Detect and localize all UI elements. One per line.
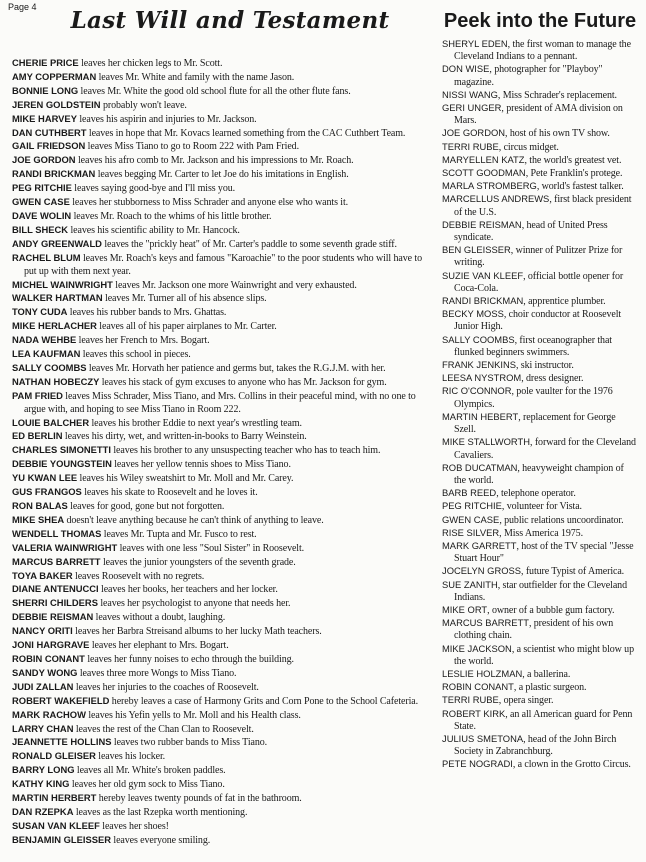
entry-text: hereby leaves twenty pounds of fat in the bathroom. [96,793,302,805]
will-entry [12,99,428,113]
will-entry [12,764,428,778]
will-entry [12,417,428,431]
entry-text: , Pete Franklin's protege. [525,168,623,180]
prediction-entry [442,295,638,308]
entry-name: RISE SILVER [442,526,500,538]
entry-text: leaves begging Mr. Carter to let Joe do his imitations in English. [95,169,349,181]
entry-name: MARLA STROMBERG [442,180,537,192]
entry-name: MARCUS BARRETT [12,555,101,567]
will-entry [12,736,428,750]
entry-name: BONNIE LONG [12,84,79,96]
entry-text: leaves three more Wongs to Miss Tiano. [77,667,237,679]
entry-text: leaves Miss Tiano to go to Room 222 with Pam Fried. [85,141,299,153]
entry-text: , president of AMA division on Mars. [454,103,623,127]
entry-text: leaves his Wiley sweatshirt to Mr. Moll and Mr. Carey. [77,473,294,485]
entry-text: , the first woman to manage the Cleveland Indians to a pennant. [454,39,631,63]
will-entry [12,85,428,99]
prediction-entry [442,462,638,487]
prediction-entry [442,579,638,604]
entry-name: MARCUS BARRETT [442,617,529,629]
entry-name: MIKE STALLWORTH [442,436,531,448]
entry-name: MARK GARRETT [442,539,517,551]
will-entry [12,820,428,834]
peek-future-title: Peek into the Future [443,10,637,32]
will-entry [12,806,428,820]
entry-name: BEN GLEISSER [442,244,511,256]
entry-text: leaves the junior youngsters of the seventh grade. [100,556,296,568]
will-entry [12,154,428,168]
entry-name: RACHEL BLUM [12,251,81,263]
entry-text: leaves her injuries to the coaches of Roosevelt. [73,681,259,693]
entry-text: , public relations uncoordinator. [499,514,624,526]
entry-name: SCOTT GOODMAN [442,167,526,179]
entry-text: , president of his own clothing chain. [454,618,614,642]
entry-name: BARB REED [442,487,497,499]
entry-name: CHARLES SIMONETTI [12,444,111,456]
peek-future-column [442,6,638,772]
entry-text: leaves his afro comb to Mr. Jackson and his impressions to Mr. Roach. [75,155,354,167]
will-entry [12,390,428,417]
entry-text: leaves his rubber bands to Mrs. Ghattas. [67,307,227,319]
entry-text: leaves Mr. Roach's keys and famous "Karoachie" to the poor students who will have to put up with them next year. [24,252,422,277]
entry-name: LOUIE BALCHER [12,416,90,428]
will-entry [12,362,428,376]
entry-text: , pole vaulter for the 1976 Olympics. [454,386,613,410]
entry-name: SHERYL EDEN [442,38,508,49]
entry-text: leaves Mr. Horvath her patience and germs but, takes the R.G.J.M. with her. [86,362,386,374]
entry-text: , a scientist who might blow up the world. [454,643,634,667]
entry-name: KATHY KING [12,778,70,790]
entry-text: , first oceanographer that flunked beginners swimmers. [454,334,612,358]
prediction-entry [442,359,638,372]
entry-text: leaves Mr. Turner all of his absence slips. [102,293,267,305]
entry-text: hereby leaves a case of Harmony Grits and Corn Pone to the School Cafeteria. [109,695,418,707]
entry-text: , head of the John Birch Society in Zabranchburg. [454,733,617,758]
prediction-entry [442,180,638,193]
prediction-entry [442,193,638,218]
entry-text: leaves her shoes! [99,820,169,832]
will-entry [12,528,428,542]
entry-name: SALLY COOMBS [12,361,87,373]
will-entry [12,834,428,848]
entry-text: , heavyweight champion of the world. [454,462,624,486]
entry-text: leaves her French to Mrs. Bogart. [76,335,210,347]
entry-text: , a clown in the Grotto Circus. [512,759,631,771]
prediction-entry [442,527,638,540]
entry-name: MIKE HERLACHER [12,320,97,332]
will-entry [12,750,428,764]
prediction-entry [442,102,638,127]
entry-name: ROBERT WAKEFIELD [12,694,110,706]
will-entry [12,348,428,362]
entry-name: BARRY LONG [12,764,75,776]
entry-name: ROB DUCATMAN [442,461,518,473]
entry-text: , circus midget. [498,141,559,153]
entry-name: JULIUS SMETONA [442,732,524,744]
entry-text: , apprentice plumber. [523,296,606,308]
prediction-entry [442,604,638,617]
prediction-entry [442,334,638,359]
entry-text: leaves the "prickly heat" of Mr. Carter's paddle to some seventh grade stiff. [101,238,397,250]
entry-name: DEBBIE REISMAN [12,611,94,623]
entry-name: NISSI WANG [442,88,498,100]
entry-name: DIANE ANTENUCCI [12,583,99,595]
entry-text: leaves her books, her teachers and her locker. [98,584,278,596]
entry-text: leaves her psychologist to anyone that needs her. [97,598,291,610]
entry-name: TONY CUDA [12,306,68,318]
entry-name: JEANNETTE HOLLINS [12,736,112,748]
will-entry [12,71,428,85]
prediction-entry [442,89,638,102]
entry-text: leaves her stubborness to Miss Schrader and anyone else who wants it. [69,197,349,209]
entry-name: MIKE JACKSON [442,642,512,654]
entry-name: GERI UNGER [442,102,502,114]
entry-name: SALLY COOMBS [442,333,515,345]
entry-name: MARYELLEN KATZ [442,153,525,165]
will-entry [12,238,428,252]
will-entry [12,182,428,196]
entry-text: leaves his aspirin and injuries to Mr. Jackson. [76,113,257,125]
entry-name: SHERRI CHILDERS [12,597,98,609]
entry-text: leaves her chicken legs to Mr. Scott. [78,58,223,69]
entry-text: leaves this school in pieces. [80,349,191,361]
entry-text: leaves his locker. [95,751,166,763]
entry-name: BILL SHECK [12,223,69,235]
will-entry [12,334,428,348]
entry-name: SUZIE VAN KLEEF [442,269,524,281]
entry-name: DON WISE [442,63,490,75]
entry-text: leaves without a doubt, laughing. [93,612,226,624]
will-entry [12,486,428,500]
will-entry [12,444,428,458]
entry-text: leaves Roosevelt with no regrets. [72,570,205,582]
will-entry [12,653,428,667]
entry-text: leaves Mr. Roach to the whims of his little brother. [71,210,272,222]
entry-text: , forward for the Cleveland Cavaliers. [454,437,636,461]
entry-name: MIKE HARVEY [12,112,77,124]
entry-name: NANCY ORITI [12,625,73,637]
entry-text: leaves Mr. Tupta and Mr. Fusco to rest. [101,528,257,540]
entry-name: PEG RITCHIE [12,182,72,194]
will-entry [12,792,428,806]
entry-name: MARTIN HERBERT [12,792,97,804]
entry-name: WENDELL THOMAS [12,527,102,539]
entry-text: , official bottle opener for Coca-Cola. [454,270,624,294]
will-entry [12,210,428,224]
entry-text: leaves his scientific ability to Mr. Hancock. [68,224,240,236]
prediction-entry [442,372,638,385]
entry-name: TERRI RUBE [442,694,499,706]
prediction-entry [442,565,638,578]
prediction-entry [442,514,638,527]
entry-text: , host of his own TV show. [505,128,610,140]
entry-name: GWEN CASE [12,196,70,208]
entry-text: leaves her old gym sock to Miss Tiano. [69,779,225,791]
will-entry [12,224,428,238]
entry-text: leaves in hope that Mr. Kovacs learned something from the CAC Cuthbert Team. [86,127,406,139]
will-entry [12,500,428,514]
entry-name: WALKER HARTMAN [12,292,103,304]
entry-text: , owner of a bubble gum factory. [487,604,615,616]
entry-text: leaves her funny noises to echo through the building. [84,653,294,665]
entry-text: , world's fastest talker. [536,181,624,193]
will-entry [12,542,428,556]
entry-name: VALERIA WAINWRIGHT [12,541,118,553]
entry-text: , host of the TV special "Jesse Stuart Hour" [454,540,634,565]
entry-text: , ski instructor. [515,360,574,372]
entry-text: , a ballerina. [522,668,571,680]
will-entry [12,514,428,528]
will-entry [12,583,428,597]
entry-name: MIKE ORT [442,603,488,615]
will-entry [12,306,428,320]
entry-text: , first black president of the U.S. [454,194,632,218]
entry-name: PAM FRIED [12,389,63,401]
entry-text: , an all American guard for Penn State. [454,708,633,732]
entry-text: leaves with one less "Soul Sister" in Roosevelt. [117,542,305,554]
entry-name: MIKE SHEA [12,513,65,525]
peek-future-list [442,38,638,772]
entry-name: GWEN CASE [442,513,500,525]
will-entry [12,723,428,737]
entry-text: , replacement for George Szell. [454,411,616,436]
prediction-entry [442,436,638,461]
will-entry [12,556,428,570]
will-entry [12,252,428,279]
prediction-entry [442,385,638,410]
entry-name: ROBIN CONANT [12,652,85,664]
entry-text: , dress designer. [521,373,584,385]
entry-name: DEBBIE REISMAN [442,218,522,230]
prediction-entry [442,487,638,500]
last-will-column [12,6,428,848]
entry-name: YU KWAN LEE [12,472,78,484]
entry-name: SUE ZANITH [442,578,498,590]
entry-name: MARK RACHOW [12,708,86,720]
entry-text: leaves Mr. Jackson one more Wainwright and very exhausted. [112,279,357,291]
will-entry [12,472,428,486]
entry-name: JOCELYN GROSS [442,565,522,577]
entry-name: JOE GORDON [442,127,506,139]
will-entry [12,292,428,306]
entry-text: leaves Miss Schrader, Miss Tiano, and Mrs. Collins in their peaceful mind, with no one to argue with, and hoping to see Miss Tiano in Room 222. [24,390,416,415]
will-entry [12,57,428,71]
entry-text: , the world's greatest vet. [524,154,622,166]
entry-name: SUSAN VAN KLEEF [12,819,100,831]
entry-name: DAN RZEPKA [12,805,74,817]
entry-text: leaves his brother Eddie to next year's wrestling team. [89,417,302,429]
prediction-entry [442,758,638,771]
entry-name: DAVE WOLIN [12,209,72,221]
prediction-entry [442,154,638,167]
will-entry [12,709,428,723]
will-entry [12,695,428,709]
entry-text: , winner of Pulitzer Prize for writing. [454,245,623,269]
prediction-entry [442,38,638,63]
entry-name: PETE NOGRADI [442,758,513,770]
entry-text: , head of United Press syndicate. [454,219,608,244]
prediction-entry [442,63,638,88]
entry-name: LEESA NYSTROM [442,372,522,384]
will-entry [12,611,428,625]
entry-name: LESLIE HOLZMAN [442,667,523,679]
will-entry [12,458,428,472]
prediction-entry [442,141,638,154]
will-entry [12,597,428,611]
entry-text: , star outfielder for the Cleveland Indians. [454,579,627,603]
entry-name: RON BALAS [12,500,68,511]
will-entry [12,279,428,293]
prediction-entry [442,617,638,642]
entry-name: SANDY WONG [12,666,78,678]
entry-name: ROBIN CONANT [442,681,514,693]
prediction-entry [442,540,638,565]
entry-text: , future Typist of America. [521,566,625,578]
prediction-entry [442,270,638,295]
entry-name: DAN CUTHBERT [12,126,87,138]
entry-text: leaves Mr. White and family with the name Jason. [96,71,295,83]
entry-text: , telephone operator. [496,488,576,500]
entry-name: CHERIE PRICE [12,57,79,68]
will-entry [12,778,428,792]
entry-name: BECKY MOSS [442,308,504,320]
prediction-entry [442,733,638,758]
last-will-title: Last Will and Testament [70,7,390,34]
entry-name: MARCELLUS ANDREWS [442,193,550,205]
entry-name: LARRY CHAN [12,722,74,734]
will-entry [12,127,428,141]
prediction-entry [442,681,638,694]
prediction-entry [442,167,638,180]
entry-text: leaves all Mr. White's broken paddles. [74,765,226,777]
entry-name: TOYA BAKER [12,569,73,581]
entry-name: TERRI RUBE [442,140,499,152]
entry-text: leaves her elephant to Mrs. Bogart. [89,640,229,652]
entry-text: , a plastic surgeon. [513,682,587,694]
prediction-entry [442,694,638,707]
will-entry [12,639,428,653]
entry-name: GAIL FRIEDSON [12,140,86,152]
entry-name: MICHEL WAINWRIGHT [12,278,113,290]
prediction-entry [442,708,638,733]
entry-name: MARTIN HEBERT [442,410,519,422]
entry-name: JONI HARGRAVE [12,639,90,651]
entry-text: leaves the rest of the Chan Clan to Roosevelt. [73,723,254,735]
last-will-list [12,57,428,848]
entry-text: doesn't leave anything because he can't think of anything to leave. [64,514,324,526]
entry-text: , opera singer. [498,695,554,707]
will-entry [12,376,428,390]
entry-text: , Miss America 1975. [499,527,583,539]
entry-text: probably won't leave. [100,99,187,111]
entry-name: FRANK JENKINS [442,359,516,371]
entry-name: RONALD GLEISER [12,750,96,762]
entry-text: leaves all of his paper airplanes to Mr. Carter. [96,321,277,333]
entry-text: leaves two rubber bands to Miss Tiano. [111,737,268,749]
prediction-entry [442,668,638,681]
prediction-entry [442,500,638,513]
will-entry [12,430,428,444]
entry-name: RANDI BRICKMAN [12,168,96,180]
entry-name: NATHAN HOBECZY [12,375,100,387]
entry-name: JEREN GOLDSTEIN [12,98,101,110]
will-entry [12,320,428,334]
will-entry [12,681,428,695]
prediction-entry [442,308,638,333]
will-entry [12,113,428,127]
entry-text: leaves everyone smiling. [110,834,211,846]
entry-text: leaves as the last Rzepka worth mentioning. [73,806,248,818]
prediction-entry [442,411,638,436]
entry-text: leaves saying good-bye and I'll miss you. [71,183,236,195]
will-entry [12,196,428,210]
page-number: Page 4 [8,2,37,12]
entry-text: leaves his stack of gym excuses to anyone who has Mr. Jackson for gym. [99,376,387,388]
prediction-entry [442,244,638,269]
entry-name: ED BERLIN [12,430,63,442]
entry-text: , choir conductor at Roosevelt Junior High. [454,309,622,333]
will-entry [12,667,428,681]
entry-name: BENJAMIN GLEISSER [12,833,111,845]
entry-name: PEG RITCHIE [442,500,502,512]
entry-name: JUDI ZALLAN [12,680,74,692]
entry-text: leaves her yellow tennis shoes to Miss Tiano. [111,459,291,471]
entry-text: leaves his skate to Roosevelt and he loves it. [81,487,258,499]
entry-text: , Miss Schrader's replacement. [497,89,617,101]
entry-text: leaves Mr. White the good old school flute for all the other flute fans. [78,85,351,97]
entry-name: RIC O'CONNOR [442,385,512,397]
entry-name: ANDY GREENWALD [12,237,102,249]
entry-name: JOE GORDON [12,154,76,166]
entry-text: leaves his dirty, wet, and written-in-books to Barry Weinstein. [62,431,307,443]
entry-text: leaves for good, gone but not forgotten. [67,501,225,512]
prediction-entry [442,127,638,140]
will-entry [12,625,428,639]
prediction-entry [442,643,638,668]
prediction-entry [442,219,638,244]
will-entry [12,140,428,154]
entry-name: AMY COPPERMAN [12,70,97,82]
entry-name: RANDI BRICKMAN [442,295,524,307]
entry-name: DEBBIE YOUNGSTEIN [12,458,112,470]
entry-text: leaves his Yefin yells to Mr. Moll and his Health class. [85,709,301,721]
entry-text: , photographer for "Playboy" magazine. [454,64,603,88]
entry-name: LEA KAUFMAN [12,348,81,360]
entry-name: NADA WEHBE [12,334,77,346]
will-entry [12,168,428,182]
entry-text: , volunteer for Vista. [501,501,582,513]
entry-text: leaves his brother to any unsuspecting teacher who has to teach him. [110,445,381,457]
entry-name: ROBERT KIRK [442,707,506,719]
entry-text: leaves her Barbra Streisand albums to her lucky Math teachers. [72,626,322,638]
entry-name: GUS FRANGOS [12,486,82,498]
will-entry [12,570,428,584]
